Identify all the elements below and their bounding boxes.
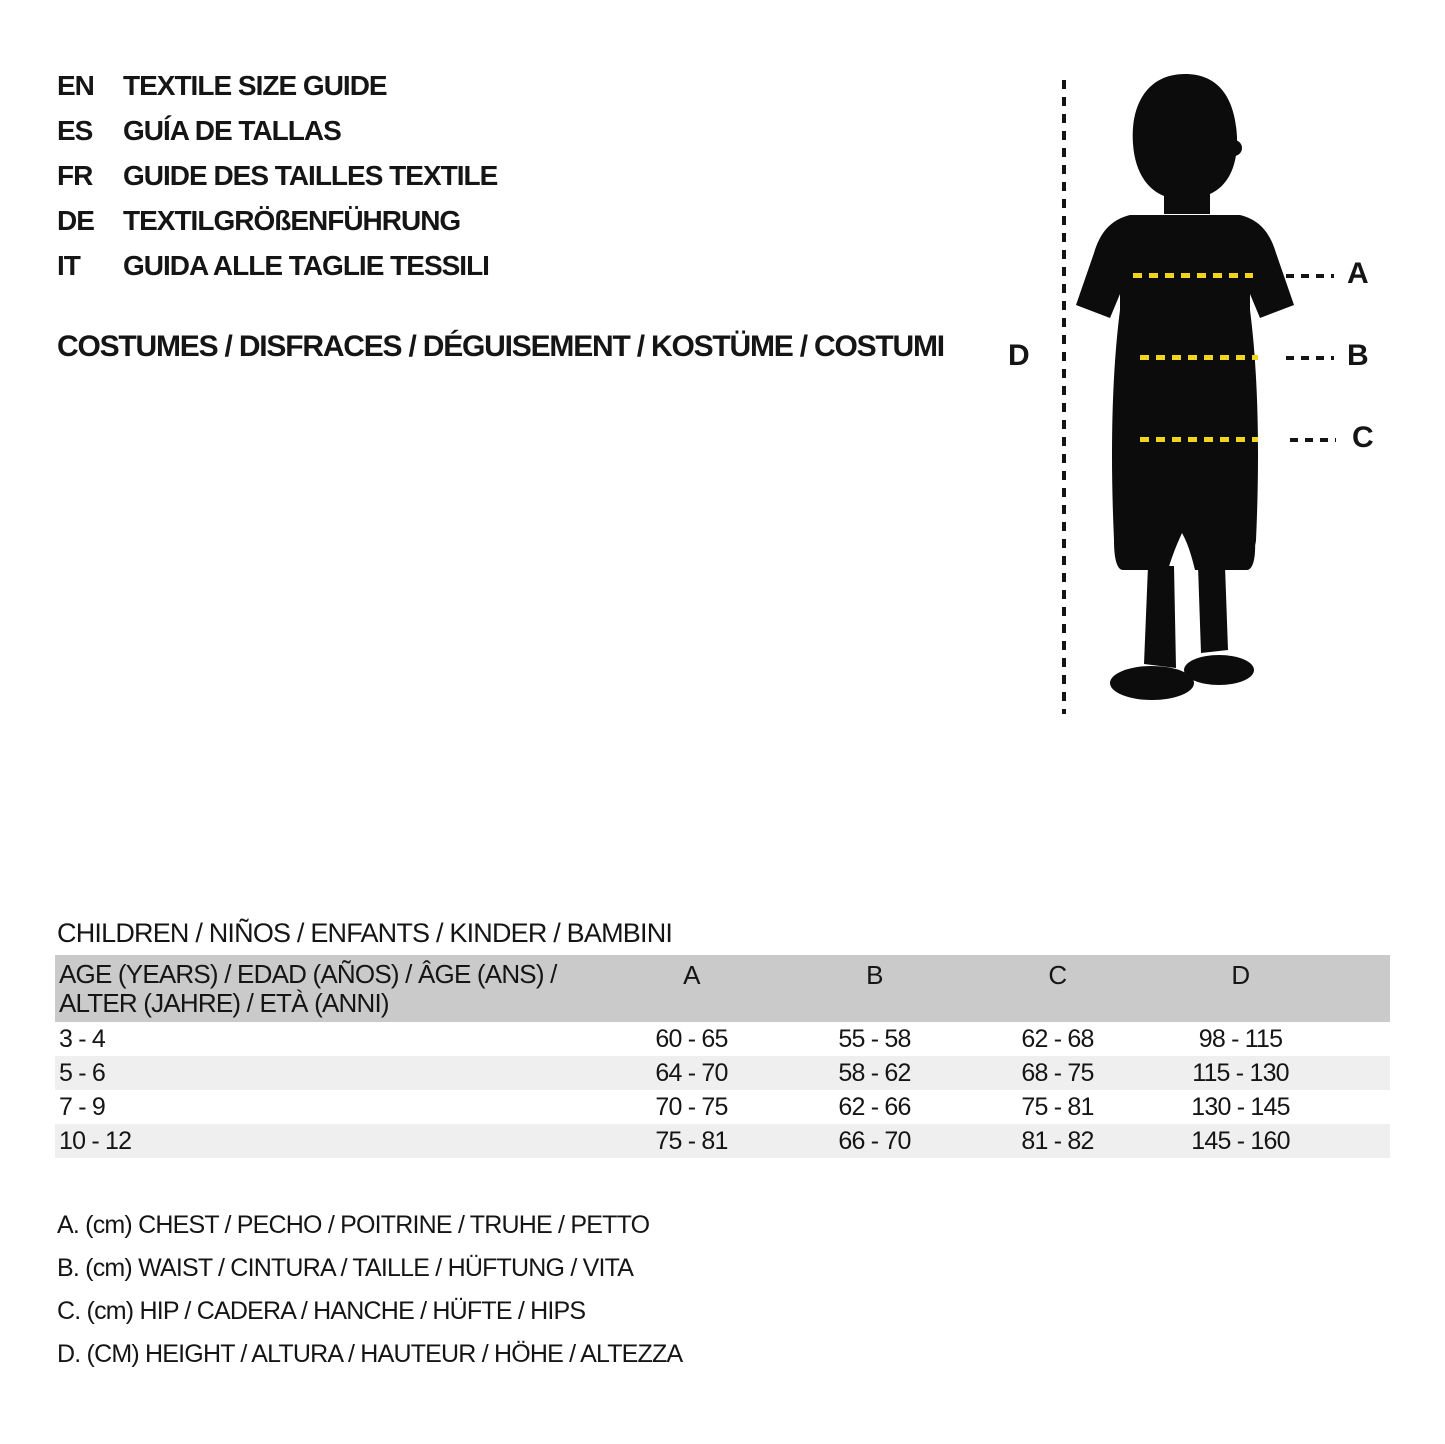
- column-header-c: C: [1048, 960, 1067, 990]
- age-cell: 7 - 9: [59, 1092, 106, 1121]
- language-title: TEXTILGRÖßENFÜHRUNG: [123, 204, 461, 236]
- age-cell: 10 - 12: [59, 1126, 132, 1155]
- language-row-fr: [57, 153, 497, 198]
- waist-measure-line: [1140, 355, 1258, 360]
- label-chest: A: [1347, 257, 1369, 290]
- chest-measure-line: [1133, 273, 1253, 278]
- hip-cell: 81 - 82: [1021, 1126, 1094, 1155]
- hip-cell: 68 - 75: [1021, 1058, 1094, 1087]
- waist-cell: 62 - 66: [838, 1092, 911, 1121]
- age-column-header: [55, 960, 600, 1018]
- language-row-es: [57, 108, 497, 153]
- height-cell: 115 - 130: [1192, 1058, 1289, 1087]
- age-cell: 5 - 6: [59, 1058, 106, 1087]
- label-hip: C: [1352, 421, 1374, 454]
- table-row: [55, 1090, 1390, 1124]
- column-header-d: D: [1231, 960, 1250, 990]
- size-table: [55, 955, 1390, 1158]
- child-silhouette-icon: [1070, 72, 1300, 717]
- column-header-a: A: [683, 960, 700, 990]
- age-cell: 3 - 4: [59, 1024, 106, 1053]
- chest-cell: 75 - 81: [655, 1126, 728, 1155]
- column-header-b: B: [866, 960, 883, 990]
- language-title: GUÍA DE TALLAS: [123, 114, 341, 146]
- section-heading-children: CHILDREN / NIÑOS / ENFANTS / KINDER / BAMBINI: [57, 918, 673, 948]
- table-row: [55, 1056, 1390, 1090]
- language-code: IT: [57, 249, 80, 281]
- language-row-de: [57, 198, 497, 243]
- legend-height: D. (CM) HEIGHT / ALTURA / HAUTEUR / HÖHE / ALTEZZA: [57, 1340, 683, 1368]
- hip-connector-line: [1290, 438, 1336, 442]
- measurement-diagram: [990, 55, 1445, 735]
- label-waist: B: [1347, 339, 1369, 372]
- height-cell: 145 - 160: [1191, 1126, 1290, 1155]
- age-header-line1: AGE (YEARS) / EDAD (AÑOS) / ÂGE (ANS) /: [59, 959, 557, 989]
- chest-cell: 60 - 65: [655, 1024, 728, 1053]
- table-row: [55, 1022, 1390, 1056]
- legend-waist: B. (cm) WAIST / CINTURA / TAILLE / HÜFTUNG / VITA: [57, 1254, 634, 1282]
- label-height: D: [1008, 339, 1030, 372]
- hip-measure-line: [1140, 437, 1258, 442]
- height-cell: 130 - 145: [1191, 1092, 1290, 1121]
- category-title: COSTUMES / DISFRACES / DÉGUISEMENT / KOSTÜME / COSTUMI: [57, 330, 944, 363]
- waist-cell: 58 - 62: [838, 1058, 911, 1087]
- measurement-legend: [57, 1204, 682, 1376]
- age-header-line2: ALTER (JAHRE) / ETÀ (ANNI): [59, 988, 389, 1018]
- legend-chest: A. (cm) CHEST / PECHO / POITRINE / TRUHE / PETTO: [57, 1211, 650, 1239]
- hip-cell: 62 - 68: [1021, 1024, 1094, 1053]
- language-code: FR: [57, 159, 93, 191]
- language-title-list: [57, 63, 497, 288]
- waist-connector-line: [1286, 356, 1334, 360]
- height-cell: 98 - 115: [1198, 1024, 1283, 1053]
- language-code: DE: [57, 204, 94, 236]
- height-measure-line: [1062, 80, 1066, 714]
- language-code: EN: [57, 69, 94, 101]
- language-title: GUIDE DES TAILLES TEXTILE: [123, 159, 498, 191]
- language-title: TEXTILE SIZE GUIDE: [123, 69, 387, 101]
- chest-connector-line: [1286, 274, 1334, 278]
- size-table-header: [55, 955, 1390, 1022]
- legend-hip: C. (cm) HIP / CADERA / HANCHE / HÜFTE / HIPS: [57, 1297, 586, 1325]
- waist-cell: 55 - 58: [838, 1024, 911, 1053]
- table-row: [55, 1124, 1390, 1158]
- language-row-it: [57, 243, 497, 288]
- waist-cell: 66 - 70: [838, 1126, 911, 1155]
- language-code: ES: [57, 114, 93, 146]
- language-row-en: [57, 63, 497, 108]
- language-title: GUIDA ALLE TAGLIE TESSILI: [123, 249, 489, 281]
- chest-cell: 64 - 70: [655, 1058, 728, 1087]
- chest-cell: 70 - 75: [655, 1092, 728, 1121]
- hip-cell: 75 - 81: [1021, 1092, 1094, 1121]
